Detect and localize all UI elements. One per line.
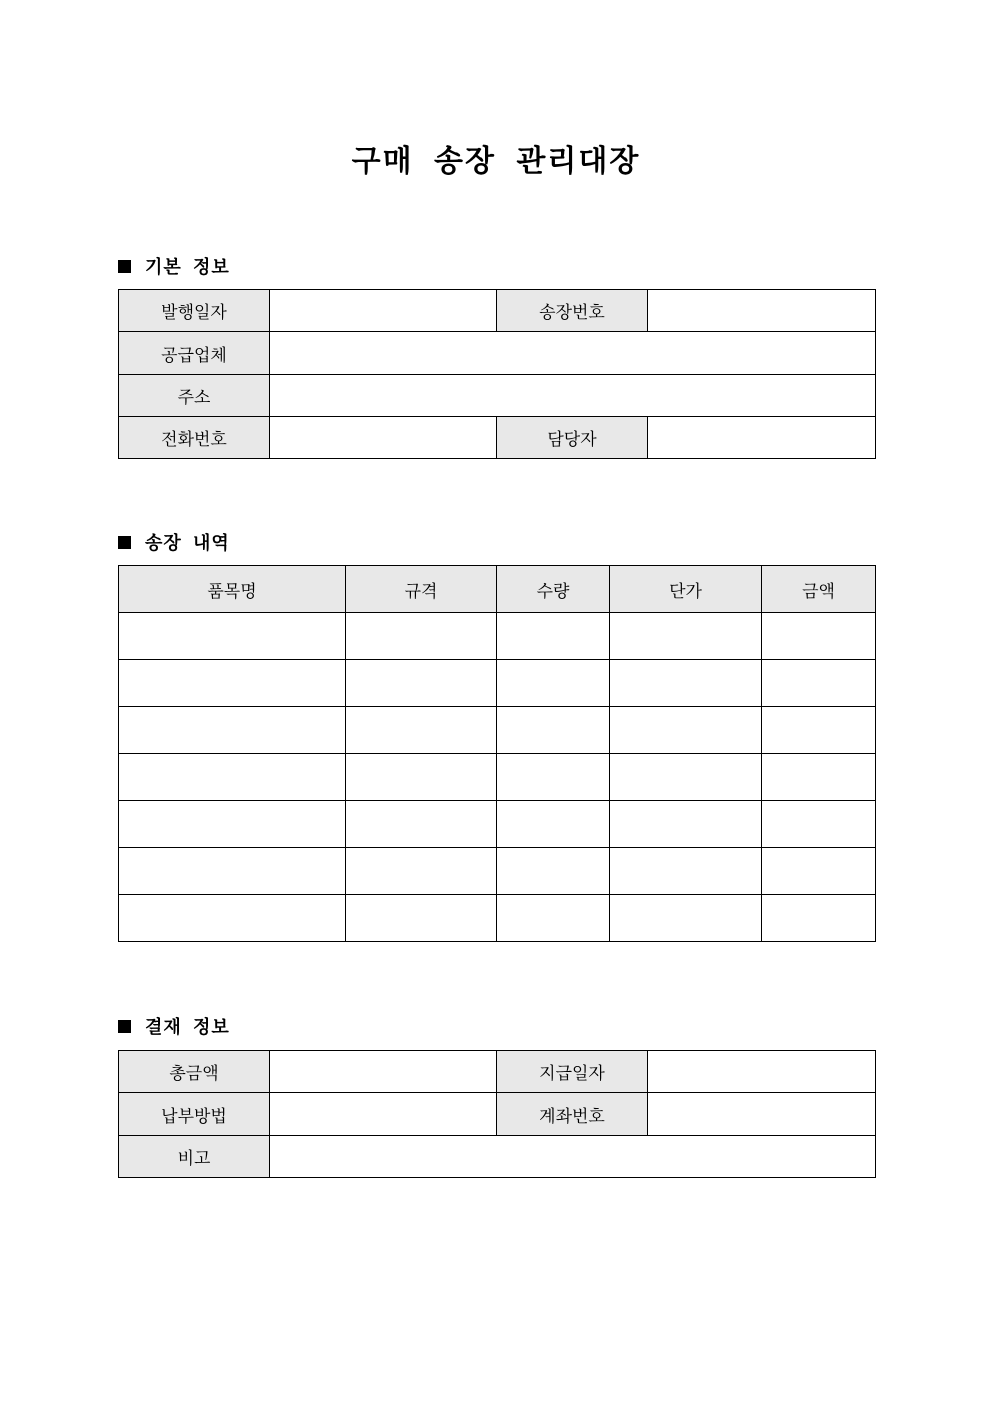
- quantity-cell[interactable]: [497, 754, 610, 801]
- basic-info-heading: [118, 253, 230, 279]
- amount-cell[interactable]: [762, 754, 876, 801]
- table-row: [119, 1136, 876, 1178]
- unit-price-cell[interactable]: [610, 660, 762, 707]
- column-header-quantity: 수량: [497, 566, 610, 613]
- remarks-field[interactable]: [270, 1136, 876, 1178]
- address-field[interactable]: [270, 375, 876, 417]
- table-row: [119, 1051, 876, 1093]
- account-number-field[interactable]: [648, 1093, 876, 1136]
- supplier-label: 공급업체: [119, 332, 270, 375]
- unit-price-cell[interactable]: [610, 754, 762, 801]
- spec-cell[interactable]: [346, 707, 497, 754]
- table-row: [119, 1093, 876, 1136]
- basic-info-heading-text: 기본 정보: [145, 257, 230, 278]
- item-name-cell[interactable]: [119, 801, 346, 848]
- item-name-cell[interactable]: [119, 895, 346, 942]
- quantity-cell[interactable]: [497, 848, 610, 895]
- amount-cell[interactable]: [762, 801, 876, 848]
- unit-price-cell[interactable]: [610, 707, 762, 754]
- table-row: [119, 801, 876, 848]
- column-header-unit-price: 단가: [610, 566, 762, 613]
- table-row: [119, 754, 876, 801]
- invoice-no-label: 송장번호: [497, 290, 648, 332]
- supplier-field[interactable]: [270, 332, 876, 375]
- column-header-amount: 금액: [762, 566, 876, 613]
- payment-info-table: [118, 1050, 876, 1178]
- item-name-cell[interactable]: [119, 707, 346, 754]
- square-bullet-icon: [118, 260, 131, 273]
- unit-price-cell[interactable]: [610, 895, 762, 942]
- item-name-cell[interactable]: [119, 613, 346, 660]
- manager-field[interactable]: [648, 417, 876, 459]
- square-bullet-icon: [118, 536, 131, 549]
- table-row: [119, 895, 876, 942]
- table-row: [119, 375, 876, 417]
- invoice-items-table: [118, 565, 876, 942]
- phone-label: 전화번호: [119, 417, 270, 459]
- address-label: 주소: [119, 375, 270, 417]
- total-amount-field[interactable]: [270, 1051, 497, 1093]
- spec-cell[interactable]: [346, 895, 497, 942]
- column-header-spec: 규격: [346, 566, 497, 613]
- total-amount-label: 총금액: [119, 1051, 270, 1093]
- table-row: [119, 660, 876, 707]
- quantity-cell[interactable]: [497, 707, 610, 754]
- payment-info-heading: [118, 1013, 230, 1039]
- amount-cell[interactable]: [762, 848, 876, 895]
- item-name-cell[interactable]: [119, 848, 346, 895]
- issue-date-field[interactable]: [270, 290, 497, 332]
- table-row: [119, 417, 876, 459]
- amount-cell[interactable]: [762, 895, 876, 942]
- account-number-label: 계좌번호: [497, 1093, 648, 1136]
- spec-cell[interactable]: [346, 754, 497, 801]
- amount-cell[interactable]: [762, 660, 876, 707]
- payment-info-heading-text: 결재 정보: [145, 1017, 230, 1038]
- amount-cell[interactable]: [762, 707, 876, 754]
- manager-label: 담당자: [497, 417, 648, 459]
- table-row: [119, 848, 876, 895]
- item-name-cell[interactable]: [119, 660, 346, 707]
- document-title: 구매 송장 관리대장: [351, 144, 641, 179]
- invoice-items-heading-text: 송장 내역: [145, 533, 230, 554]
- square-bullet-icon: [118, 1020, 131, 1033]
- spec-cell[interactable]: [346, 848, 497, 895]
- unit-price-cell[interactable]: [610, 613, 762, 660]
- payment-date-label: 지급일자: [497, 1051, 648, 1093]
- item-name-cell[interactable]: [119, 754, 346, 801]
- invoice-items-heading: [118, 529, 230, 555]
- unit-price-cell[interactable]: [610, 848, 762, 895]
- spec-cell[interactable]: [346, 613, 497, 660]
- table-header-row: [119, 566, 876, 613]
- payment-date-field[interactable]: [648, 1051, 876, 1093]
- quantity-cell[interactable]: [497, 613, 610, 660]
- issue-date-label: 발행일자: [119, 290, 270, 332]
- remarks-label: 비고: [119, 1136, 270, 1178]
- quantity-cell[interactable]: [497, 660, 610, 707]
- payment-method-field[interactable]: [270, 1093, 497, 1136]
- table-row: [119, 613, 876, 660]
- phone-field[interactable]: [270, 417, 497, 459]
- quantity-cell[interactable]: [497, 801, 610, 848]
- payment-method-label: 납부방법: [119, 1093, 270, 1136]
- spec-cell[interactable]: [346, 801, 497, 848]
- unit-price-cell[interactable]: [610, 801, 762, 848]
- quantity-cell[interactable]: [497, 895, 610, 942]
- table-row: [119, 332, 876, 375]
- column-header-item-name: 품목명: [119, 566, 346, 613]
- table-row: [119, 290, 876, 332]
- invoice-no-field[interactable]: [648, 290, 876, 332]
- amount-cell[interactable]: [762, 613, 876, 660]
- spec-cell[interactable]: [346, 660, 497, 707]
- basic-info-table: [118, 289, 876, 459]
- table-row: [119, 707, 876, 754]
